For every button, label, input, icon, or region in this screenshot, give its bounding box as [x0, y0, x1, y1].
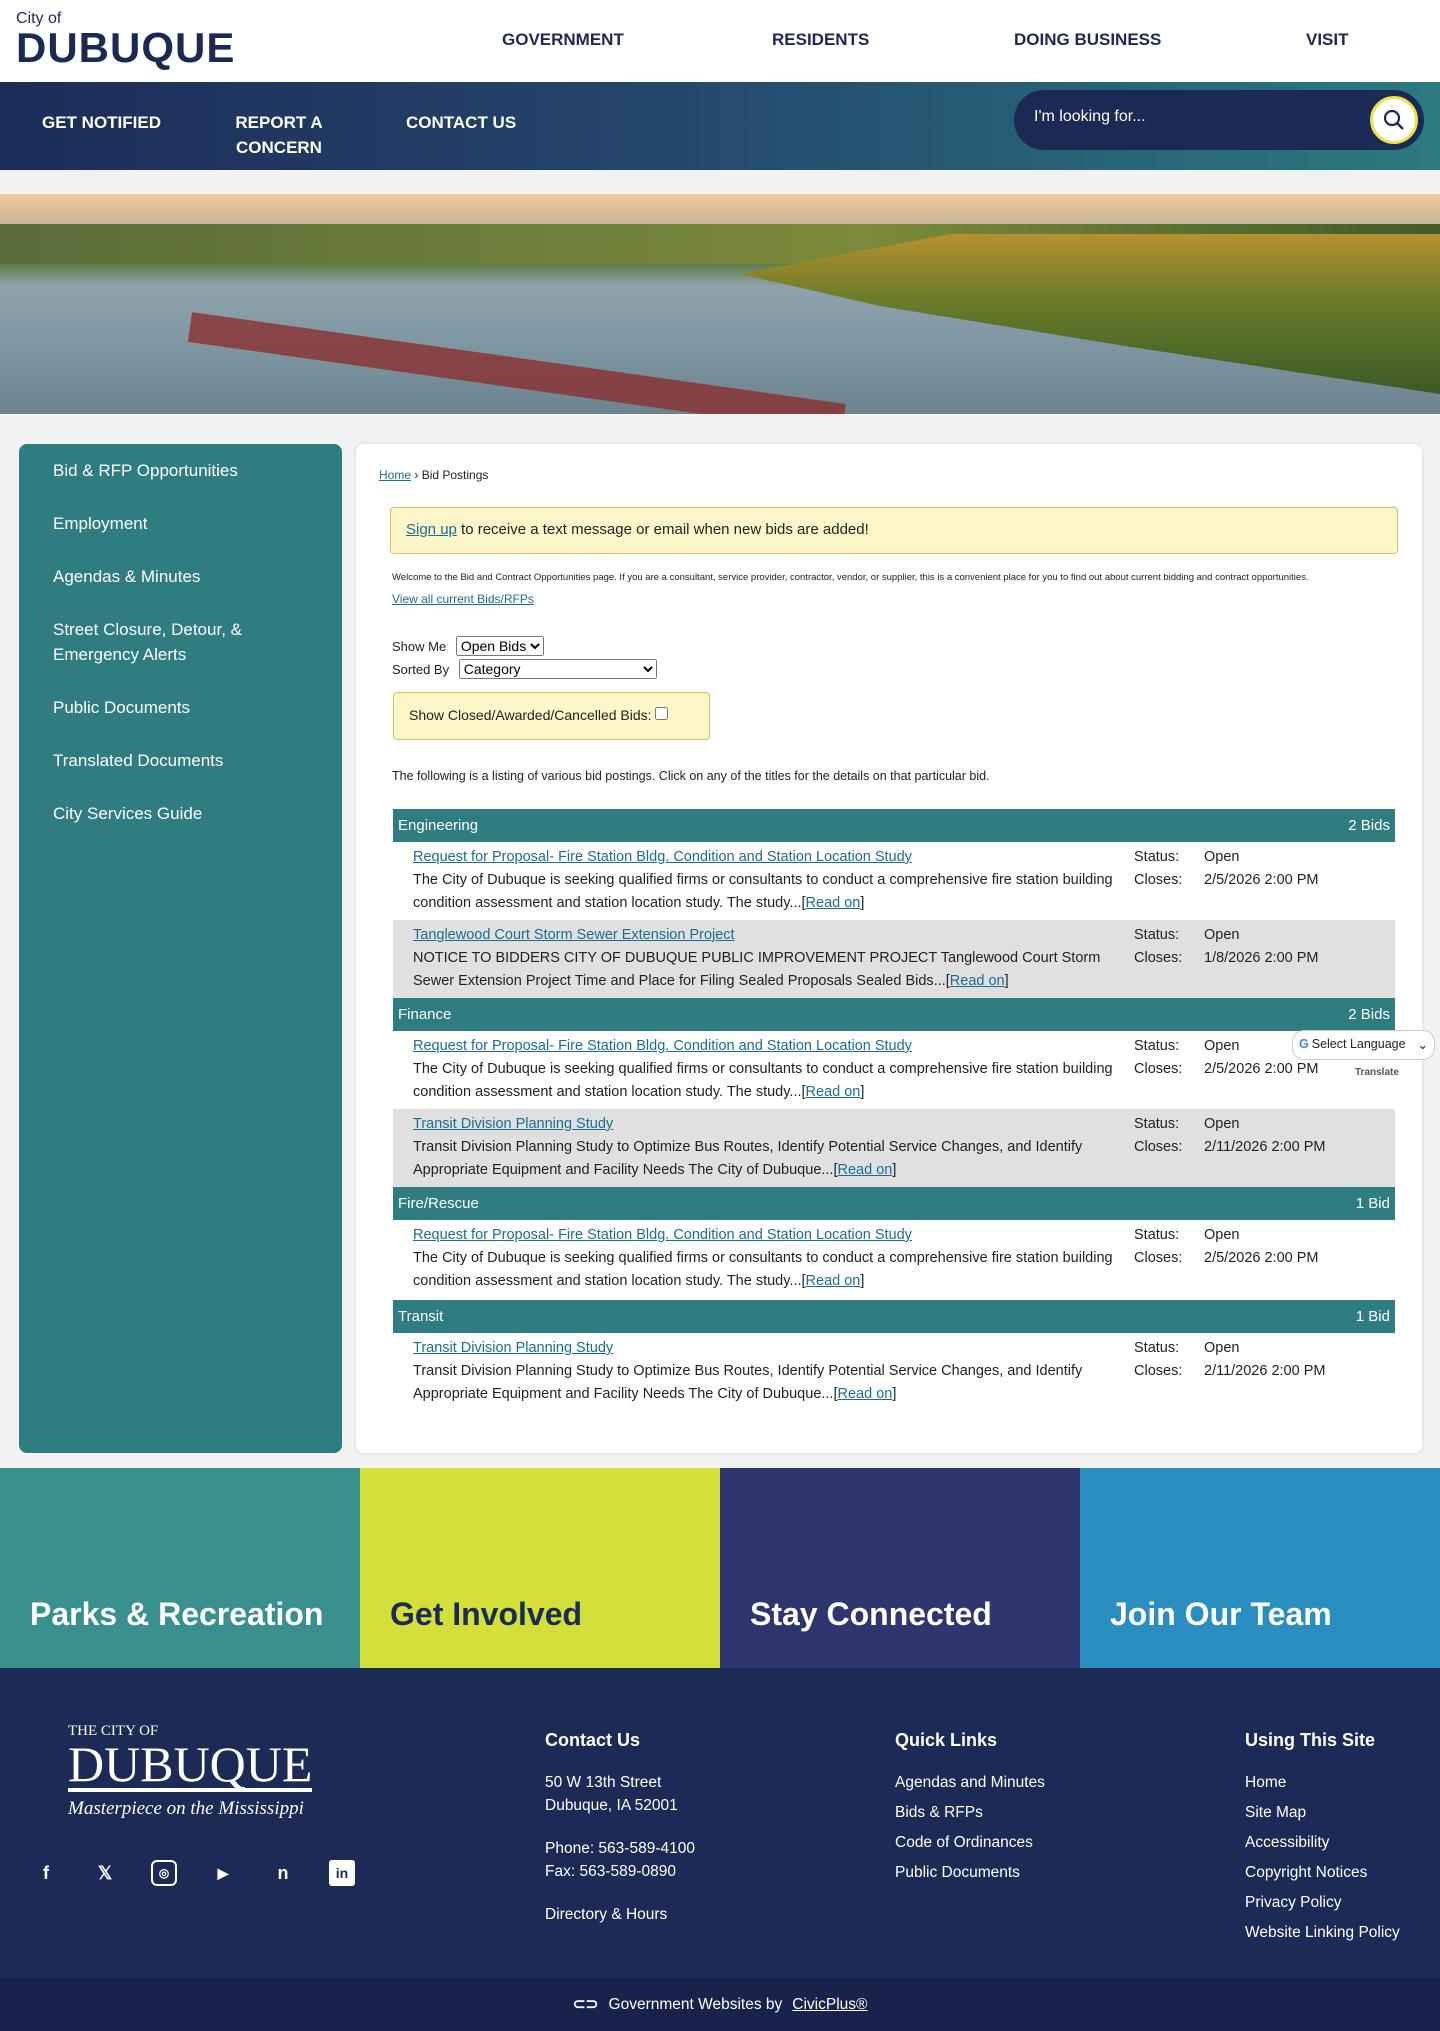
site-link[interactable]: Website Linking Policy — [1245, 1924, 1400, 1941]
nextdoor-icon[interactable]: n — [277, 1862, 289, 1883]
read-on-link[interactable]: Read on — [837, 1386, 893, 1402]
sidebar-item-translated-documents[interactable]: Translated Documents — [53, 751, 224, 770]
search-bar — [1014, 90, 1424, 150]
bid-description: Transit Division Planning Study to Optimize Bus Routes, Identify Potential Service Changes, and Identify Appropriate Equipment and Facility Needs The City of Dubuque...[Read on] — [413, 1363, 1083, 1402]
view-all-bids-link[interactable]: View all current Bids/RFPs — [392, 592, 534, 606]
bid-title-link[interactable]: Request for Proposal- Fire Station Bldg. Condition and Station Location Study — [413, 849, 912, 865]
address-line1: 50 W 13th Street — [545, 1774, 662, 1791]
status-label: Status: — [1134, 1227, 1180, 1243]
breadcrumb — [379, 468, 488, 482]
status-value: Open — [1204, 1038, 1240, 1054]
chevron-down-icon: ⌄ — [1417, 1038, 1428, 1052]
bottom-bar — [0, 1978, 1440, 2031]
show-closed-label: Show Closed/Awarded/Cancelled Bids: — [409, 707, 652, 723]
bid-title-link[interactable]: Tanglewood Court Storm Sewer Extension Project — [413, 927, 735, 943]
show-me-select[interactable] — [456, 636, 544, 656]
contact-phone[interactable]: Phone: 563-589-4100 — [545, 1840, 695, 1857]
signup-link[interactable]: Sign up — [406, 521, 457, 538]
bid-title-link[interactable]: Request for Proposal- Fire Station Bldg. Condition and Station Location Study — [413, 1038, 912, 1054]
address-line2: Dubuque, IA 52001 — [545, 1797, 678, 1814]
footer-logo-line2: DUBUQUE — [68, 1736, 313, 1792]
closes-value: 1/8/2026 2:00 PM — [1204, 950, 1319, 966]
closes-label: Closes: — [1134, 1061, 1183, 1077]
read-on-link[interactable]: Read on — [805, 1273, 861, 1289]
bid-desc-text: The City of Dubuque is seeking qualified firms or consultants to conduct a comprehensive fire station building condition assessment and station location study. The study... — [413, 872, 1113, 911]
get-notified-link[interactable]: GET NOTIFIED — [42, 113, 161, 132]
quick-action-bar — [0, 82, 1440, 170]
search-input[interactable] — [1034, 108, 1354, 126]
footer-quick-links — [895, 1730, 1045, 1891]
footer-logo[interactable] — [68, 1723, 312, 1820]
sidebar-nav — [19, 444, 342, 1453]
x-icon[interactable]: 𝕏 — [97, 1862, 113, 1883]
contact-phone-fax — [545, 1837, 695, 1883]
translate-powered-label: Translate — [1355, 1067, 1399, 1078]
category-name: Finance — [398, 1006, 452, 1023]
read-on-link[interactable]: Read on — [837, 1162, 893, 1178]
select-language-label: Select Language — [1311, 1037, 1406, 1051]
category-header — [393, 1187, 1395, 1220]
contact-fax: Fax: 563-589-0890 — [545, 1863, 676, 1880]
bid-desc-text: Transit Division Planning Study to Optimize Bus Routes, Identify Potential Service Changes, and Identify Appropriate Equipment and Facility Needs The City of Dubuque... — [413, 1363, 1083, 1402]
site-link[interactable]: Privacy Policy — [1245, 1894, 1342, 1911]
bid-description: Transit Division Planning Study to Optimize Bus Routes, Identify Potential Service Changes, and Identify Appropriate Equipment and Facility Needs The City of Dubuque...[Read on] — [413, 1139, 1083, 1178]
show-closed-checkbox[interactable] — [655, 707, 668, 720]
using-site-heading: Using This Site — [1245, 1730, 1376, 1750]
nav-doing-business[interactable]: DOING BUSINESS — [1014, 30, 1162, 49]
read-on-link[interactable]: Read on — [805, 1084, 861, 1100]
quick-link[interactable]: Agendas and Minutes — [895, 1774, 1045, 1791]
closes-value: 2/5/2026 2:00 PM — [1204, 1061, 1319, 1077]
main-content — [356, 444, 1422, 1453]
tile-get-involved[interactable]: Get Involved — [360, 1468, 720, 1668]
closes-label: Closes: — [1134, 872, 1183, 888]
contact-heading: Contact Us — [545, 1730, 641, 1750]
status-label: Status: — [1134, 849, 1180, 865]
sorted-by-field — [392, 659, 657, 679]
show-closed-box — [393, 692, 710, 740]
category-header — [393, 1300, 1395, 1333]
nav-residents[interactable]: RESIDENTS — [772, 30, 870, 49]
bid-desc-text: The City of Dubuque is seeking qualified firms or consultants to conduct a comprehensive fire station building condition assessment and station location study. The study... — [413, 1061, 1113, 1100]
status-label: Status: — [1134, 1038, 1180, 1054]
contact-us-link[interactable]: CONTACT US — [406, 113, 517, 132]
closes-value: 2/5/2026 2:00 PM — [1204, 872, 1319, 888]
closes-label: Closes: — [1134, 1139, 1183, 1155]
footer — [0, 1668, 1440, 1978]
category-count: 1 Bid — [1355, 1195, 1390, 1212]
bid-row — [393, 842, 1395, 920]
sidebar-item-agendas[interactable]: Agendas & Minutes — [53, 567, 201, 586]
signup-notice — [390, 507, 1398, 554]
status-value: Open — [1204, 1340, 1240, 1356]
hero-lock-and-dam — [188, 312, 846, 414]
status-value: Open — [1204, 1116, 1240, 1132]
breadcrumb-current: Bid Postings — [421, 468, 489, 482]
bid-list — [393, 809, 1395, 1411]
sidebar-item-bid-rfp[interactable]: Bid & RFP Opportunities — [53, 461, 238, 480]
status-label: Status: — [1134, 1116, 1180, 1132]
bid-row — [393, 1220, 1395, 1298]
footer-contact — [545, 1730, 695, 1933]
status-value: Open — [1204, 1227, 1240, 1243]
hero-island — [740, 234, 1440, 394]
welcome-text: Welcome to the Bid and Contract Opportunities page. If you are a consultant, service provider, contractor, vendor, or supplier, this is a convenient place for you to find out about current bidding and contract opportunities. — [392, 572, 1309, 583]
category-name: Transit — [398, 1308, 444, 1325]
bid-desc-text: NOTICE TO BIDDERS CITY OF DUBUQUE PUBLIC IMPROVEMENT PROJECT Tanglewood Court Storm Sewer Extension Project Time and Place for Filing Sealed Proposals Sealed Bids... — [413, 950, 1101, 989]
contact-address — [545, 1771, 695, 1817]
show-me-field — [392, 636, 544, 656]
nav-visit[interactable]: VISIT — [1306, 30, 1349, 49]
bid-title-link[interactable]: Transit Division Planning Study — [413, 1116, 614, 1132]
footer-logo-tagline: Masterpiece on the Mississippi — [68, 1798, 304, 1819]
footer-using-site — [1245, 1730, 1400, 1951]
sidebar-item-city-services-guide[interactable]: City Services Guide — [53, 804, 203, 823]
bottom-text: Government Websites by — [608, 1995, 783, 2013]
sorted-by-label: Sorted By — [392, 662, 450, 677]
tile-parks-recreation[interactable]: Parks & Recreation — [0, 1468, 360, 1668]
site-link[interactable]: Copyright Notices — [1245, 1864, 1368, 1881]
quick-link[interactable]: Public Documents — [895, 1864, 1020, 1881]
tile-stay-connected[interactable]: Stay Connected — [720, 1468, 1080, 1668]
bid-row — [393, 1031, 1395, 1109]
closes-label: Closes: — [1134, 1363, 1183, 1379]
category-header — [393, 998, 1395, 1031]
footer-logo-line1: THE CITY OF — [68, 1723, 159, 1739]
sidebar-item-employment[interactable]: Employment — [53, 514, 148, 533]
youtube-icon[interactable]: ▶ — [217, 1864, 229, 1881]
tile-join-our-team[interactable]: Join Our Team — [1080, 1468, 1440, 1668]
bid-description: The City of Dubuque is seeking qualified firms or consultants to conduct a comprehensive fire station building condition assessment and station location study. The study...[Read on] — [413, 1250, 1113, 1289]
site-link[interactable]: Home — [1245, 1774, 1287, 1791]
hero-banner-image — [0, 194, 1440, 414]
bid-row — [393, 1333, 1395, 1411]
bid-title-link[interactable]: Transit Division Planning Study — [413, 1340, 614, 1356]
bid-description: The City of Dubuque is seeking qualified firms or consultants to conduct a comprehensive fire station building condition assessment and station location study. The study...[Read on] — [413, 872, 1113, 911]
closes-label: Closes: — [1134, 950, 1183, 966]
read-on-link[interactable]: Read on — [805, 895, 861, 911]
sorted-by-select[interactable] — [459, 659, 657, 679]
status-label: Status: — [1134, 927, 1180, 943]
facebook-icon[interactable]: f — [43, 1862, 49, 1883]
language-select[interactable] — [1292, 1030, 1435, 1078]
bid-row — [393, 1109, 1395, 1187]
city-logo[interactable]: City of DUBUQUE — [16, 10, 236, 71]
listing-intro: The following is a listing of various bid postings. Click on any of the titles for the details on that particular bid. — [392, 769, 990, 783]
category-name: Fire/Rescue — [398, 1195, 479, 1212]
search-button[interactable] — [1370, 96, 1418, 144]
category-name: Engineering — [398, 817, 479, 834]
sidebar-item-public-documents[interactable]: Public Documents — [53, 698, 191, 717]
status-label: Status: — [1134, 1340, 1180, 1356]
bid-title-link[interactable]: Request for Proposal- Fire Station Bldg. Condition and Station Location Study — [413, 1227, 912, 1243]
bid-desc-text: The City of Dubuque is seeking qualified firms or consultants to conduct a comprehensive fire station building condition assessment and station location study. The study... — [413, 1250, 1113, 1289]
top-header — [0, 0, 1440, 82]
read-on-link[interactable]: Read on — [949, 973, 1005, 989]
civicplus-link[interactable]: CivicPlus® — [792, 1995, 868, 2013]
quick-links-heading: Quick Links — [895, 1730, 998, 1750]
sidebar-item-street-closure[interactable]: Street Closure, Detour, & Emergency Alerts — [53, 620, 242, 664]
directory-hours-link[interactable]: Directory & Hours — [545, 1906, 668, 1923]
category-count: 1 Bid — [1355, 1308, 1390, 1325]
report-concern-link[interactable]: REPORT A CONCERN — [235, 113, 323, 157]
bid-desc-text: Transit Division Planning Study to Optimize Bus Routes, Identify Potential Service Changes, and Identify Appropriate Equipment and Facility Needs The City of Dubuque... — [413, 1139, 1083, 1178]
civicplus-icon: ⊂⊃ — [572, 1996, 599, 2013]
linkedin-icon[interactable]: in — [329, 1860, 355, 1886]
quick-link[interactable]: Bids & RFPs — [895, 1804, 983, 1821]
search-icon — [1383, 109, 1405, 131]
site-link[interactable]: Site Map — [1245, 1804, 1307, 1821]
breadcrumb-separator: › — [414, 468, 419, 482]
category-count: 2 Bids — [1348, 817, 1390, 834]
site-link[interactable]: Accessibility — [1245, 1834, 1330, 1851]
show-me-label: Show Me — [392, 639, 447, 654]
category-header — [393, 809, 1395, 842]
closes-value: 2/11/2026 2:00 PM — [1204, 1363, 1326, 1379]
bid-description: NOTICE TO BIDDERS CITY OF DUBUQUE PUBLIC IMPROVEMENT PROJECT Tanglewood Court Storm Sewer Extension Project Time and Place for Filing Sealed Proposals Sealed Bids...[Read on] — [413, 950, 1101, 989]
category-count: 2 Bids — [1348, 1006, 1390, 1023]
closes-label: Closes: — [1134, 1250, 1183, 1266]
signup-text: to receive a text message or email when new bids are added! — [456, 521, 869, 538]
status-value: Open — [1204, 849, 1240, 865]
closes-value: 2/11/2026 2:00 PM — [1204, 1139, 1326, 1155]
bid-description: The City of Dubuque is seeking qualified firms or consultants to conduct a comprehensive fire station building condition assessment and station location study. The study...[Read on] — [413, 1061, 1113, 1100]
status-value: Open — [1204, 927, 1240, 943]
breadcrumb-home[interactable]: Home — [379, 468, 412, 482]
quick-link[interactable]: Code of Ordinances — [895, 1834, 1033, 1851]
google-icon: G — [1299, 1037, 1309, 1051]
instagram-icon[interactable]: ◎ — [151, 1860, 177, 1886]
closes-value: 2/5/2026 2:00 PM — [1204, 1250, 1319, 1266]
nav-government[interactable]: GOVERNMENT — [502, 30, 624, 49]
bid-row — [393, 920, 1395, 998]
